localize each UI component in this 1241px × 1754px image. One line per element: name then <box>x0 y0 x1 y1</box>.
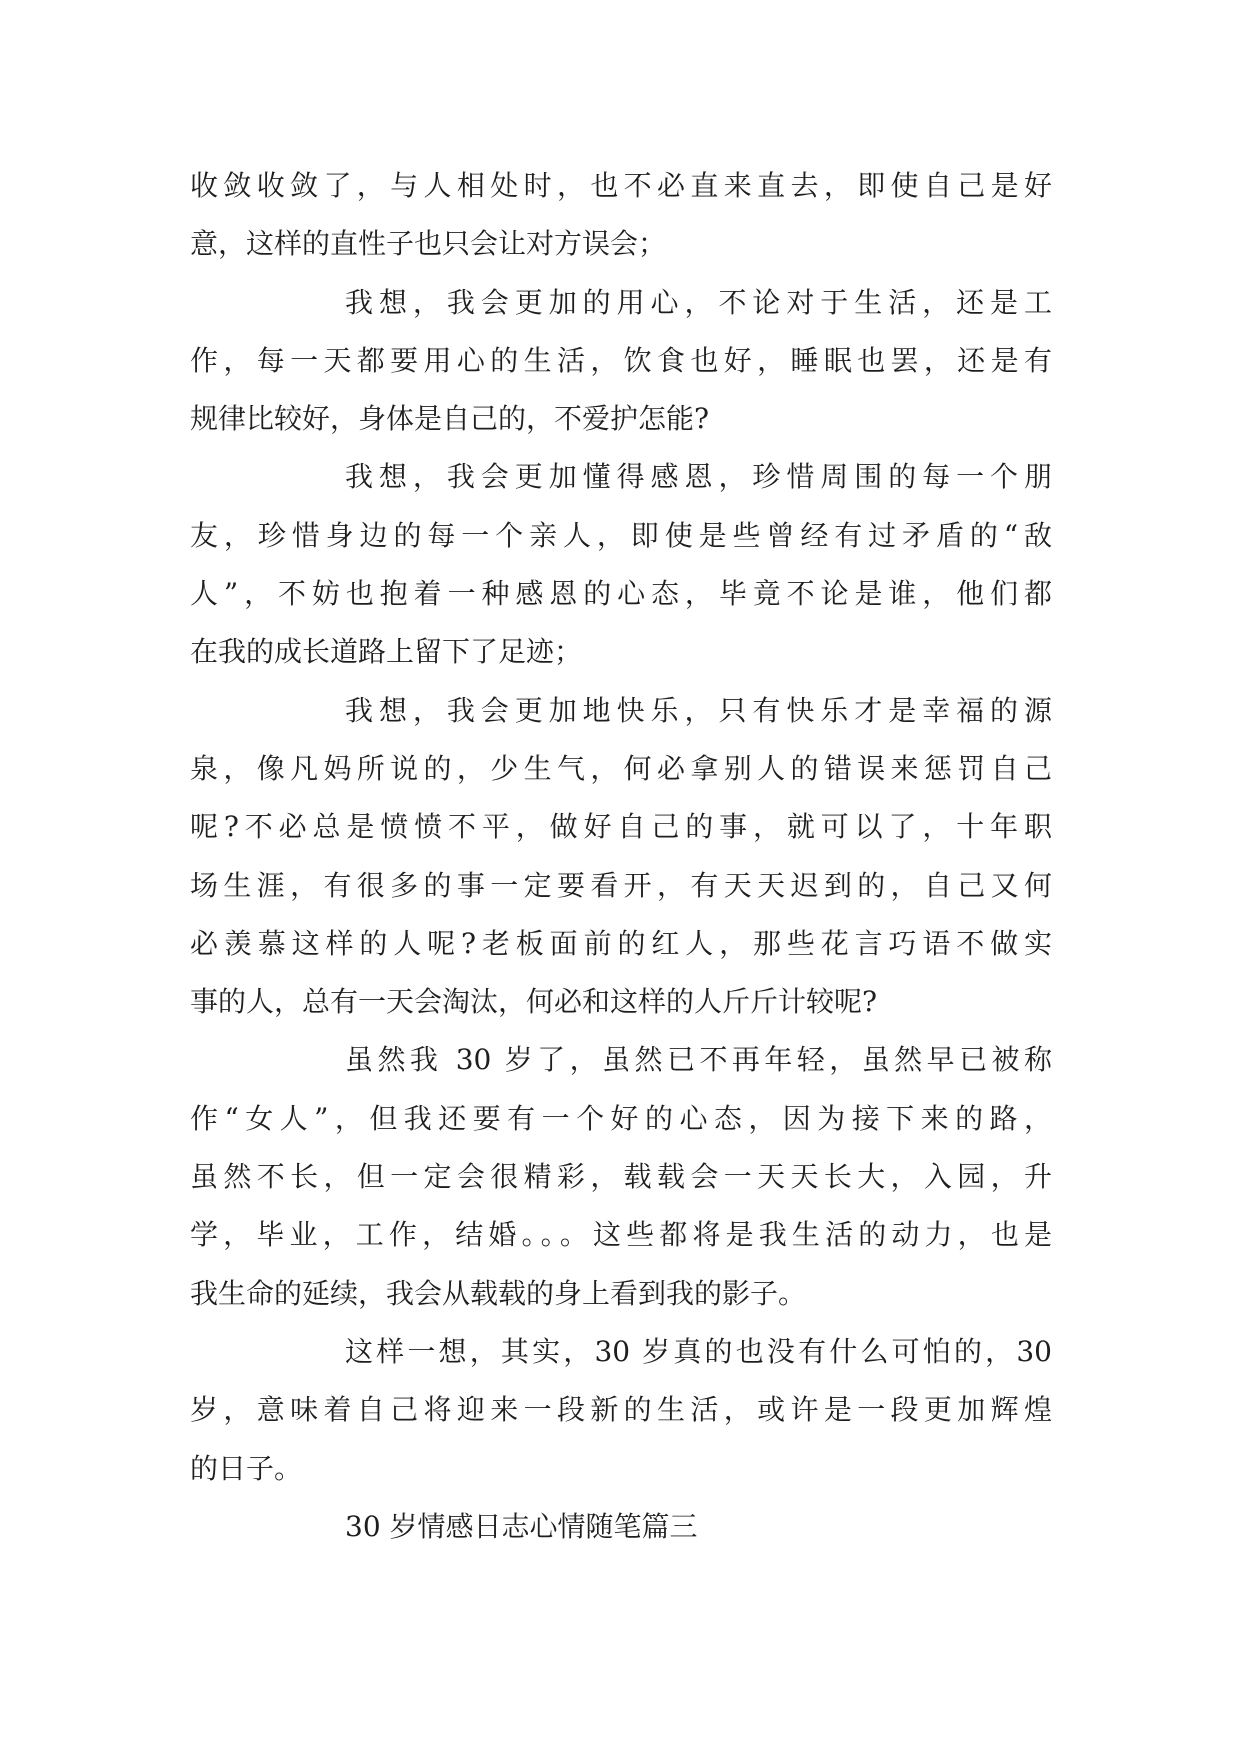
text-line: 作“女人”，但我还要有一个好的心态，因为接下来的路， <box>190 1101 1052 1135</box>
text-line: 事的人，总有一天会淘汰，何必和这样的人斤斤计较呢? <box>190 985 878 1019</box>
paragraph-first-line: 虽然我 30 岁了，虽然已不再年轻，虽然早已被称 <box>345 1043 1052 1077</box>
text-line: 意，这样的直性子也只会让对方误会； <box>190 227 667 261</box>
text-line: 虽然不长，但一定会很精彩，载载会一天天长大，入园，升 <box>190 1160 1052 1194</box>
text-line: 的日子。 <box>190 1451 303 1485</box>
paragraph-first-line: 我想，我会更加的用心，不论对于生活，还是工 <box>345 285 1052 319</box>
text-line: 收敛收敛了，与人相处时，也不必直来直去，即使自己是好 <box>190 169 1052 202</box>
section-heading: 30 岁情感日志心情随笔篇三 <box>345 1509 698 1543</box>
paragraph-first-line: 我想，我会更加地快乐，只有快乐才是幸福的源 <box>345 693 1052 727</box>
text-line: 呢?不必总是愤愤不平，做好自己的事，就可以了，十年职 <box>190 810 1052 844</box>
text-line: 友，珍惜身边的每一个亲人，即使是些曾经有过矛盾的“敌 <box>190 518 1052 552</box>
text-line: 岁，意味着自己将迎来一段新的生活，或许是一段更加辉煌 <box>190 1393 1052 1427</box>
text-line: 学，毕业，工作，结婚。。。这些都将是我生活的动力，也是 <box>190 1218 1052 1252</box>
paragraph-first-line: 这样一想，其实，30 岁真的也没有什么可怕的，30 <box>345 1334 1052 1368</box>
text-line: 必羡慕这样的人呢?老板面前的红人，那些花言巧语不做实 <box>190 926 1052 960</box>
text-line: 规律比较好，身体是自己的，不爱护怎能? <box>190 402 710 436</box>
text-line: 我生命的延续，我会从载载的身上看到我的影子。 <box>190 1276 807 1310</box>
document-body <box>190 157 1052 1556</box>
text-line: 泉，像凡妈所说的，少生气，何必拿别人的错误来惩罚自己 <box>190 751 1052 785</box>
text-line: 作，每一天都要用心的生活，饮食也好，睡眠也罢，还是有 <box>190 343 1052 377</box>
text-line: 人”，不妨也抱着一种感恩的心态，毕竟不论是谁，他们都 <box>190 577 1052 611</box>
paragraph-first-line: 我想，我会更加懂得感恩，珍惜周围的每一个朋 <box>345 460 1052 494</box>
text-line: 在我的成长道路上留下了足迹； <box>190 635 583 669</box>
text-line: 场生涯，有很多的事一定要看开，有天天迟到的，自己又何 <box>190 868 1052 902</box>
